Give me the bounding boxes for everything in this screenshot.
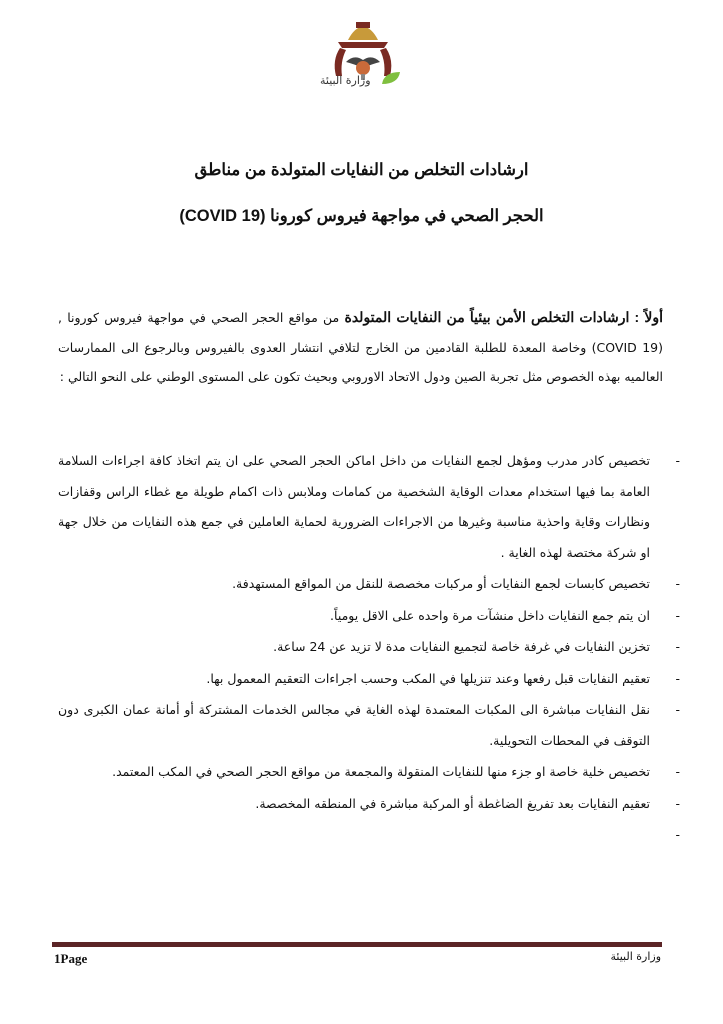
list-item: - ان يتم جمع النفايات داخل منشآت مرة واحده على الاقل يومياً.: [58, 601, 698, 632]
bullet-dash: -: [675, 670, 680, 686]
bullet-dash: -: [675, 702, 680, 717]
footer-org-name: وزارة البيئة: [610, 950, 661, 963]
guidelines-list: [58, 446, 698, 852]
bullet-dash: -: [675, 607, 680, 623]
bullet-dash: -: [675, 639, 680, 654]
intro-paragraph: [58, 303, 663, 392]
footer-divider: [52, 942, 662, 947]
list-item: - تخصيص كابسات لجمع النفايات أو مركبات مخصصة للنقل من المواقع المستهدفة.: [58, 569, 698, 600]
bullet-dash: -: [675, 827, 680, 842]
leaf-icon: [380, 70, 402, 86]
list-item: - تخصيص خلية خاصة او جزء منها للنفايات المنقولة والمجمعة من مواقع الحجر الصحي في المكب المعتمد.: [58, 757, 698, 788]
list-item: - تعقيم النفايات بعد تفريغ الضاغطة أو المركبة مباشرة في المنطقه المخصصة.: [58, 789, 698, 820]
page-number: 1Page: [54, 951, 88, 966]
list-item: - تخصيص كادر مدرب ومؤهل لجمع النفايات من داخل اماكن الحجر الصحي على ان يتم اتخاذ كافة اجراءات السلامة العامة بما فيها استخدام معدات الوقاية الشخصية من كمامات وملابس ذات اكمام طويلة مع غطاء الراس وقفازات ونظارات وقاية واحذية مناسبة وغيرها من الاجراءات الضرورية لحماية العاملين في جمع هذه النفايات من خلال جهة او شركة مختصة لهذه الغاية .: [58, 446, 698, 568]
bullet-dash: -: [675, 795, 680, 811]
document-title-line1: ارشادات التخلص من النفايات المتولدة من مناطق: [194, 161, 529, 179]
intro-heading: أولاً : ارشادات التخلص الأمن بيئياً من النفايات المتولدة: [344, 309, 663, 325]
logo-caption: وزارة البيئة: [320, 74, 371, 87]
bullet-dash: -: [675, 453, 680, 468]
list-item: - تعقيم النفايات قبل رفعها وعند تنزيلها في المكب وحسب اجراءات التعقيم المعمول بها.: [58, 664, 698, 695]
bullet-dash: -: [675, 764, 680, 779]
list-item: - نقل النفايات مباشرة الى المكبات المعتمدة لهذه الغاية في مجالس الخدمات المشتركة أو أمانة عمان الكبرى دون التوقف في المحطات التحويلية.: [58, 695, 698, 756]
list-item-empty: [58, 820, 698, 851]
list-item: - تخزين النفايات في غرفة خاصة لتجميع النفايات مدة لا تزيد عن 24 ساعة.: [58, 632, 698, 663]
document-title-line2: الحجر الصحي في مواجهة فيروس كورونا (COVID 19): [179, 207, 544, 225]
intro-text: من مواقع الحجر الصحي في مواجهة فيروس كورونا , (COVID 19) وخاصة المعدة للطلبة القادمين من الخارج لتلافي انتشار العدوى بالفيروس وبالرجوع الى الممارسات العالميه بهذه الخصوص مثل تجربة الصين ودول الاتحاد الاوروبي وبحيث تكون على المستوى الوطني على النحو التالي :: [58, 310, 663, 384]
bullet-dash: -: [675, 576, 680, 591]
